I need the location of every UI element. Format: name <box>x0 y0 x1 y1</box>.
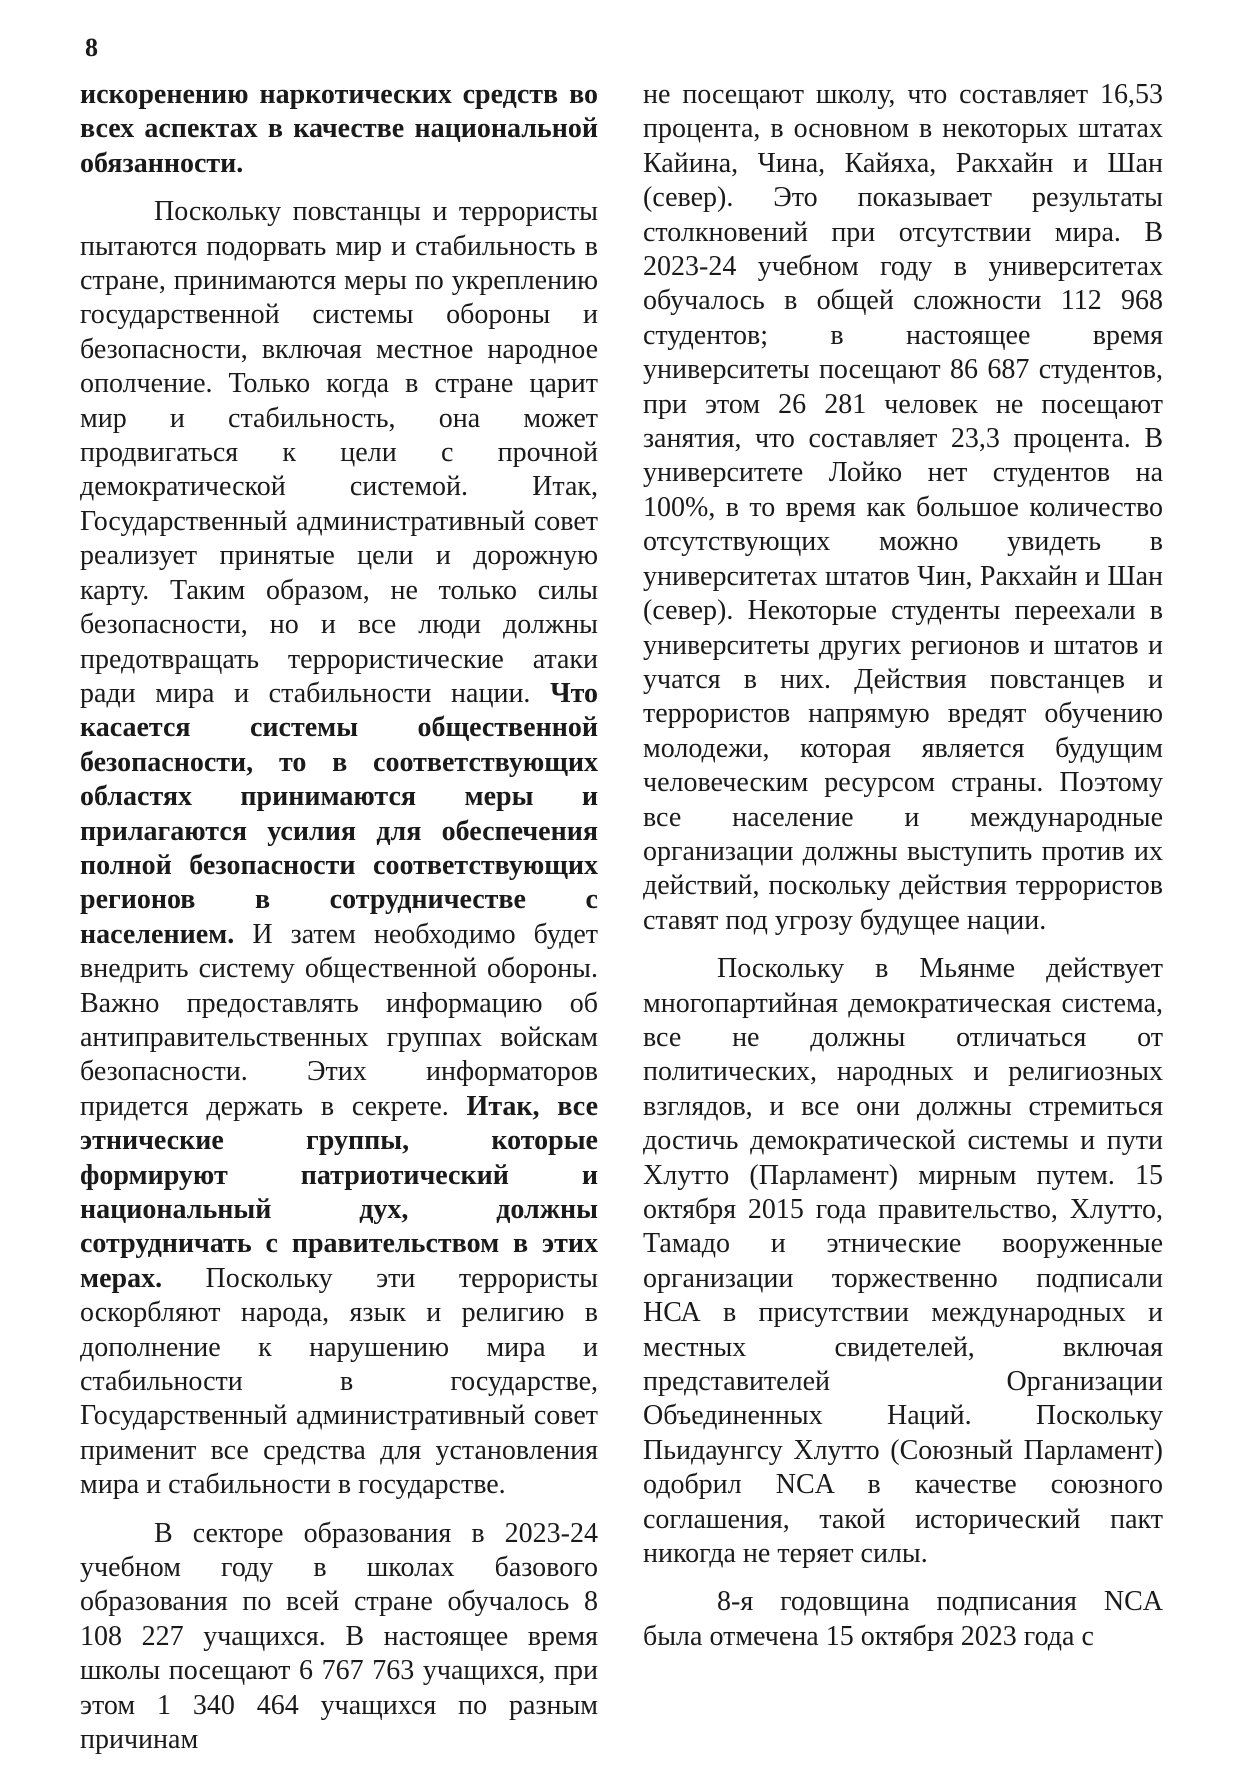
left-column <box>80 78 598 1772</box>
paragraph-security <box>80 195 598 1502</box>
paragraph-democracy: Поскольку в Мьянме действует многопартийная демократическая система, все не должны отличаться от политических, народных и религиозных взглядов, и все они должны стремиться достичь демократической системы и пути Хлутто (Парламент) мирным путем. 15 октября 2015 года правительство, Хлутто, Тамадо и этнические вооруженные организации торжественно подписали НСА в присутствии международных и местных свидетелей, включая представителей Организации Объединенных Наций. Поскольку Пьидаунгсу Хлутто (Союзный Парламент) одобрил NCA в качестве союзного соглашения, такой исторический пакт никогда не теряет силы. <box>643 953 1163 1570</box>
bold-text-run: Что касается системы общественной безопасности, то в соответствующих областях принимаются меры и прилагаются усилия для обеспечения полной безопасности соответствующих регионов в сотрудничестве с населением. <box>80 677 598 950</box>
paragraph-education-continued: не посещают школу, что составляет 16,53 процента, в основном в некоторых штатах Кайина, Чина, Кайяха, Ракхайн и Шан (север). Это показывает результаты столкновений при отсутствии мира. В 2023-24 учебном году в университетах обучалось в общей сложности 112 968 студентов; в настоящее время университеты посещают 86 687 студентов, при этом 26 281 человек не посещают занятия, что составляет 23,3 процента. В университете Лойко нет студентов на 100%, в то время как большое количество отсутствующих можно увидеть в университетах штатов Чин, Ракхайн и Шан (север). Некоторые студенты переехали в университеты других регионов и штатов и учатся в них. Действия повстанцев и террористов напрямую вредят обучению молодежи, которая является будущим человеческим ресурсом страны. Поэтому все население и международные организации должны выступить против их действий, поскольку действия террористов ставят под угрозу будущее нации. <box>643 79 1163 936</box>
bold-text-run: Итак, все этнические группы, которые формируют патриотический и национальный дух, должны сотрудничать с правительством в этих мерах. <box>80 1090 599 1294</box>
paragraph-anniversary: 8-я годовщина подписания NCA была отмечена 15 октября 2023 года с <box>643 1586 1163 1652</box>
text-run: Поскольку эти террористы оскорбляют народа, язык и религию в дополнение к нарушению мира и стабильности в государстве, Государственный административный совет применит все средства для установления мира и стабильности в государстве. <box>80 1262 598 1501</box>
text-run: И затем необходимо будет внедрить систему общественной обороны. Важно предоставлять информацию об антиправительственных группах войскам безопасности. Этих информаторов придется держать в секрете. <box>80 918 598 1122</box>
paragraph-education: В секторе образования в 2023-24 учебном году в школах базового образования по всей стране обучалось 8 108 227 учащихся. В настоящее время школы посещают 6 767 763 учащихся, при этом 1 340 464 учащихся по разным причинам <box>80 1517 598 1756</box>
paragraph-continuation: искоренению наркотических средств во всех аспектах в качестве национальной обязанности. <box>80 79 598 179</box>
right-column <box>643 78 1163 1668</box>
text-run: Поскольку повстанцы и террористы пытаются подорвать мир и стабильность в стране, принимаются меры по укреплению государственной системы обороны и безопасности, включая местное народное ополчение. Только когда в стране царит мир и стабильность, она может продвигаться к цели с прочной демократической системой. Итак, Государственный административный совет реализует принятые цели и дорожную карту. Таким образом, не только силы безопасности, но и все люди должны предотвращать террористические атаки ради мира и стабильности нации. <box>80 196 598 709</box>
page-number: 8 <box>85 33 98 62</box>
